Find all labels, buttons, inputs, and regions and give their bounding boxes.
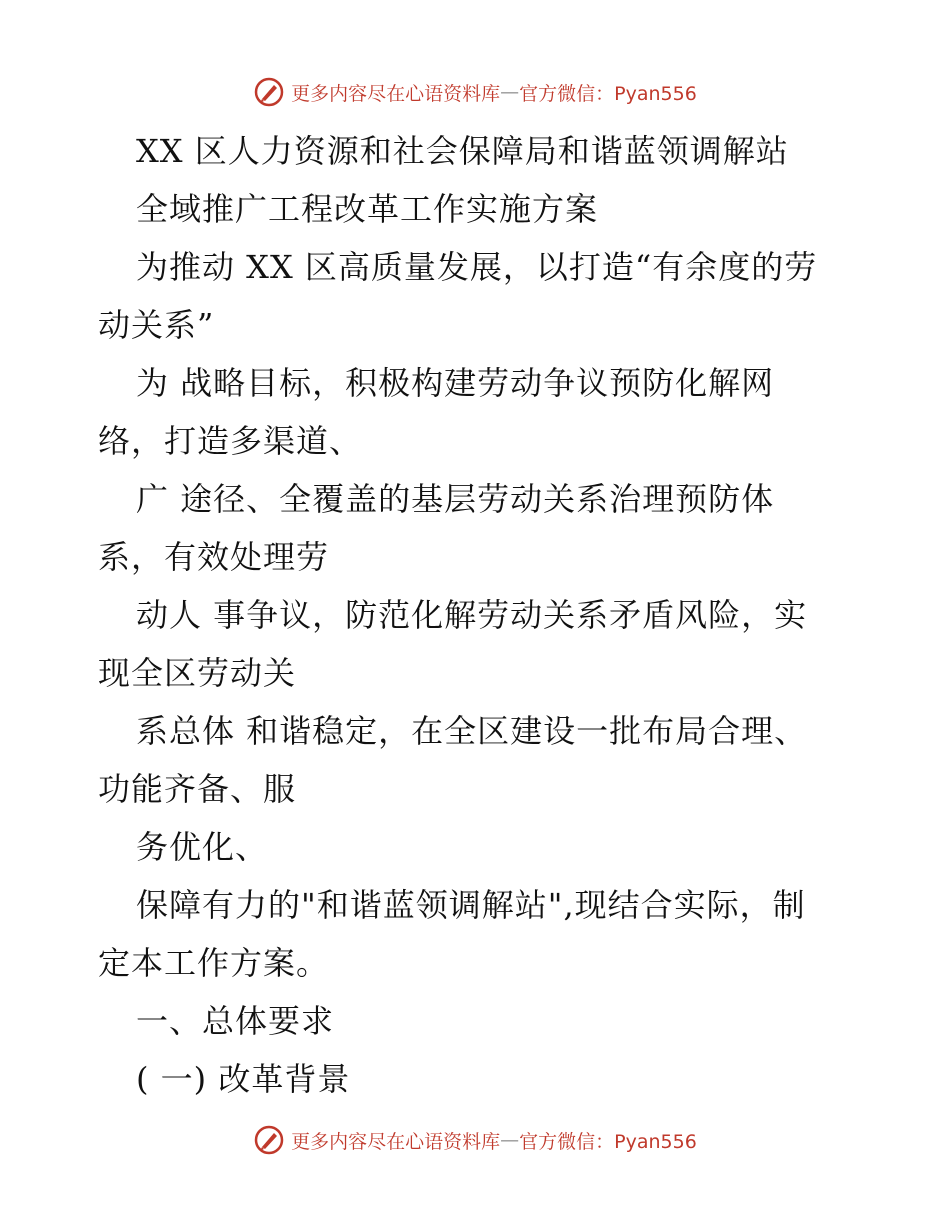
section-heading: 一、总体要求	[136, 1002, 335, 1040]
subsection-heading: ( 一) 改革背景	[136, 1060, 351, 1098]
paragraph-line: 广 途径、全覆盖的基层劳动关系治理预防体	[136, 480, 775, 518]
paragraph-line: 动关系”	[98, 306, 215, 344]
paragraph-line: 动人 事争议，防范化解劳动关系矛盾风险，实	[136, 596, 808, 634]
watermark-wechat: 官方微信：Pyan556	[519, 1130, 697, 1153]
watermark-text: 更多内容尽在心语资料库	[291, 82, 501, 105]
watermark-separator: —	[500, 1129, 520, 1151]
watermark-text: 更多内容尽在心语资料库	[291, 1130, 501, 1153]
paragraph-line: 系总体 和谐稳定，在全区建设一批布局合理、	[136, 712, 808, 750]
pen-logo-icon	[253, 1124, 285, 1156]
document-body	[98, 122, 858, 1108]
paragraph-line: 系，有效处理劳	[98, 538, 330, 576]
watermark-header	[0, 72, 950, 112]
pen-logo-icon	[253, 76, 285, 108]
paragraph-line: 为推动 XX 区高质量发展，以打造“有余度的劳	[136, 248, 818, 286]
watermark-footer	[0, 1120, 950, 1160]
paragraph-line: 现全区劳动关	[98, 654, 297, 692]
paragraph-line: 保障有力的"和谐蓝领调解站",现结合实际，制	[136, 886, 806, 924]
doc-title-line-2: 全域推广工程改革工作实施方案	[136, 190, 599, 228]
doc-title-line-1: XX 区人力资源和社会保障局和谐蓝领调解站	[136, 132, 789, 170]
paragraph-line: 为 战略目标，积极构建劳动争议预防化解网	[136, 364, 775, 402]
paragraph-line: 定本工作方案。	[98, 944, 330, 982]
paragraph-line: 络，打造多渠道、	[98, 422, 363, 460]
watermark-separator: —	[500, 81, 520, 103]
paragraph-line: 功能齐备、服	[98, 770, 297, 808]
paragraph-line: 务优化、	[136, 828, 269, 866]
watermark-wechat: 官方微信：Pyan556	[519, 82, 697, 105]
